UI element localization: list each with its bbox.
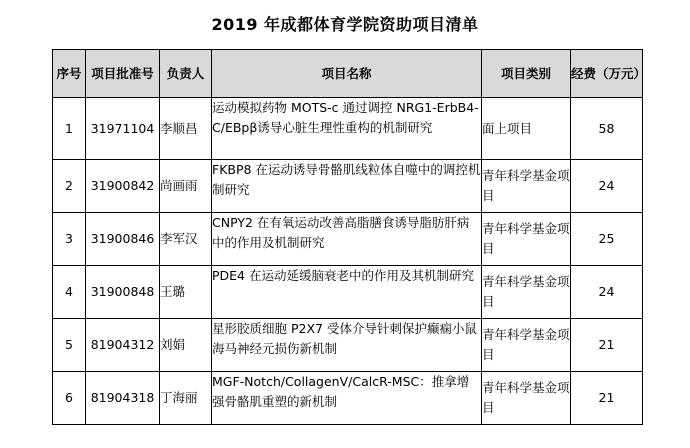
table-row [53,98,643,160]
document-title: 2019 年成都体育学院资助项目清单 [211,15,479,34]
cell-approval-no: 31900846 [86,213,160,266]
cell-person: 王璐 [160,266,212,319]
cell-person: 李顺昌 [160,98,212,160]
cell-seq: 4 [53,266,86,319]
cell-funding: 24 [571,160,643,213]
cell-approval-no: 31900842 [86,160,160,213]
cell-project-name: PDE4 在运动延缓脑衰老中的作用及其机制研究 [212,266,482,319]
cell-project-type: 青年科学基金项目 [482,372,571,425]
cell-project-type: 青年科学基金项目 [482,319,571,372]
cell-project-name: 星形胶质细胞 P2X7 受体介导针刺保护癫痫小鼠海马神经元损伤新机制 [212,319,482,372]
header-project-name: 项目名称 [212,50,482,98]
header-person: 负责人 [160,50,212,98]
cell-project-type: 青年科学基金项目 [482,213,571,266]
cell-funding: 21 [571,319,643,372]
cell-seq: 5 [53,319,86,372]
cell-funding: 24 [571,266,643,319]
table-row [53,266,643,319]
table-row [53,213,643,266]
cell-project-type: 青年科学基金项目 [482,266,571,319]
funding-table [52,49,647,425]
cell-funding: 21 [571,372,643,425]
cell-project-name: MGF-Notch/CollagenⅤ/CalcR-MSC：推拿增强骨骼肌重塑的新机制 [212,372,482,425]
cell-project-name: 运动模拟药物 MOTS-c 通过调控 NRG1-ErbB4-C/EBpβ诱导心脏生理性重构的机制研究 [212,98,482,160]
table-row [53,372,643,425]
cell-approval-no: 31971104 [86,98,160,160]
cell-funding: 25 [571,213,643,266]
header-funding: 经费（万元） [571,50,643,98]
cell-approval-no: 81904318 [86,372,160,425]
table-row [53,319,643,372]
table-row [53,160,643,213]
cell-seq: 2 [53,160,86,213]
cell-project-type: 青年科学基金项目 [482,160,571,213]
cell-project-name: CNPY2 在有氧运动改善高脂膳食诱导脂肪肝病中的作用及机制研究 [212,213,482,266]
table-header-row [53,50,643,98]
cell-person: 刘娟 [160,319,212,372]
header-project-type: 项目类别 [482,50,571,98]
cell-person: 丁海丽 [160,372,212,425]
cell-approval-no: 81904312 [86,319,160,372]
cell-funding: 58 [571,98,643,160]
cell-seq: 3 [53,213,86,266]
header-seq: 序号 [53,50,86,98]
cell-project-type: 面上项目 [482,98,571,160]
cell-seq: 6 [53,372,86,425]
header-approval-no: 项目批准号 [86,50,160,98]
cell-person: 尚画雨 [160,160,212,213]
cell-approval-no: 31900848 [86,266,160,319]
cell-seq: 1 [53,98,86,160]
cell-person: 李军汉 [160,213,212,266]
cell-project-name: FKBP8 在运动诱导骨骼肌线粒体自噬中的调控机制研究 [212,160,482,213]
